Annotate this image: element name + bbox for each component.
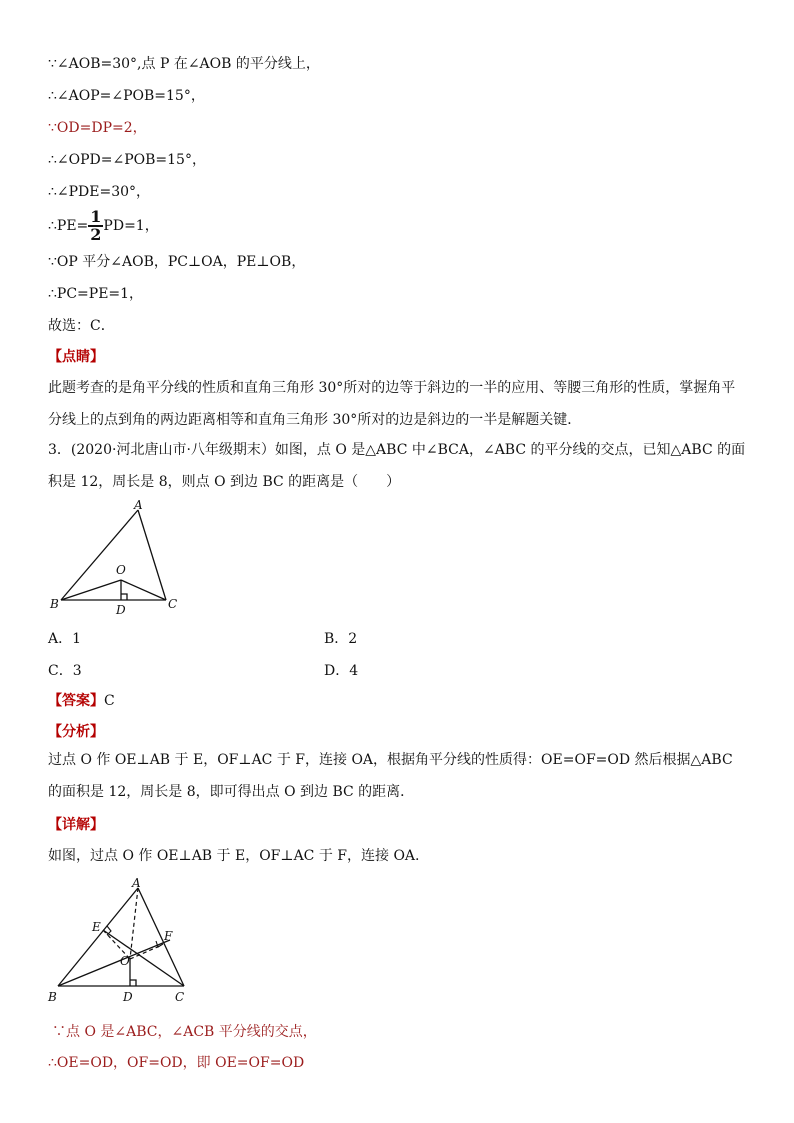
analysis-heading: 【分析】 (48, 724, 104, 740)
detail-line-2: ∴OE=OD，OF=OD，即 OE=OF=OD (48, 1055, 305, 1071)
fig1-label-O: O (116, 563, 126, 577)
fig2-label-F: F (164, 929, 173, 943)
solution-line-8: ∴PC=PE=1， (48, 286, 144, 302)
comment-body: 此题考查的是角平分线的性质和直角三角形 30°所对的边等于斜边的一半的应用、等腰三角形的性质，掌握角平分线上的点到角的两边距离相等和直角三角形 30°所对的边是斜边的一半是解题关键． (48, 380, 736, 428)
fraction-numerator: 1 (90, 207, 102, 226)
solution-line-1: ∵∠AOB=30°,点 P 在∠AOB 的平分线上， (48, 56, 320, 72)
detail-line-1: ∵点 O 是∠ABC，∠ACB 平分线的交点， (52, 1024, 317, 1040)
solution-line-5: ∴∠PDE=30°， (48, 184, 151, 200)
fig1-label-D: D (116, 603, 126, 617)
fig2-label-C: C (175, 990, 185, 1004)
option-d[interactable]: D．4 (324, 663, 359, 679)
fig1-label-C: C (168, 597, 178, 611)
comment-heading: 【点睛】 (48, 349, 104, 365)
fig2-label-A: A (132, 876, 141, 890)
solution-line-2: ∴∠AOP=∠POB=15°， (48, 88, 205, 104)
answer-line (48, 691, 115, 711)
fig1-label-A: A (134, 498, 143, 512)
fig2-label-O: O (120, 954, 130, 968)
line6-prefix: ∴PE= (48, 218, 89, 234)
detail-heading: 【详解】 (48, 817, 104, 833)
solution-line-7: ∵OP 平分∠AOB，PC⊥OA，PE⊥OB， (48, 254, 306, 270)
fraction-denominator: 2 (90, 225, 102, 244)
solution-line-4: ∴∠OPD=∠POB=15°， (48, 152, 206, 168)
line6-suffix: PD=1， (103, 218, 159, 234)
fig2-label-B: B (48, 990, 57, 1004)
fig1-label-B: B (50, 597, 59, 611)
analysis-body: 过点 O 作 OE⊥AB 于 E，OF⊥AC 于 F，连接 OA，根据角平分线的性质得：OE=OF=OD 然后根据△ABC 的面积是 12，周长是 8，即可得出点 O 到边 BC 的距离． (48, 752, 733, 800)
option-b[interactable]: B．2 (324, 631, 358, 647)
solution-line-9: 故选：C． (48, 318, 115, 334)
triangle-figure-1 (44, 498, 204, 618)
solution-line-6 (48, 208, 159, 244)
solution-line-3: ∵OD=DP=2， (48, 120, 147, 136)
option-c[interactable]: C．3 (48, 663, 82, 679)
triangle-figure-2 (44, 874, 204, 1014)
question-3-stem: 3．(2020·河北唐山市·八年级期末）如图，点 O 是△ABC 中∠BCA，∠ABC 的平分线的交点，已知△ABC 的面积是 12，周长是 8，则点 O 到边 BC 的距离是（ ） (48, 442, 746, 490)
answer-heading: 【答案】 (48, 693, 104, 709)
fig2-label-D: D (123, 990, 133, 1004)
fig2-label-E: E (92, 920, 101, 934)
fraction-one-half (88, 209, 103, 243)
option-a[interactable]: A．1 (48, 631, 82, 647)
detail-intro: 如图，过点 O 作 OE⊥AB 于 E，OF⊥AC 于 F，连接 OA. (48, 848, 420, 864)
answer-value: C (104, 693, 115, 709)
